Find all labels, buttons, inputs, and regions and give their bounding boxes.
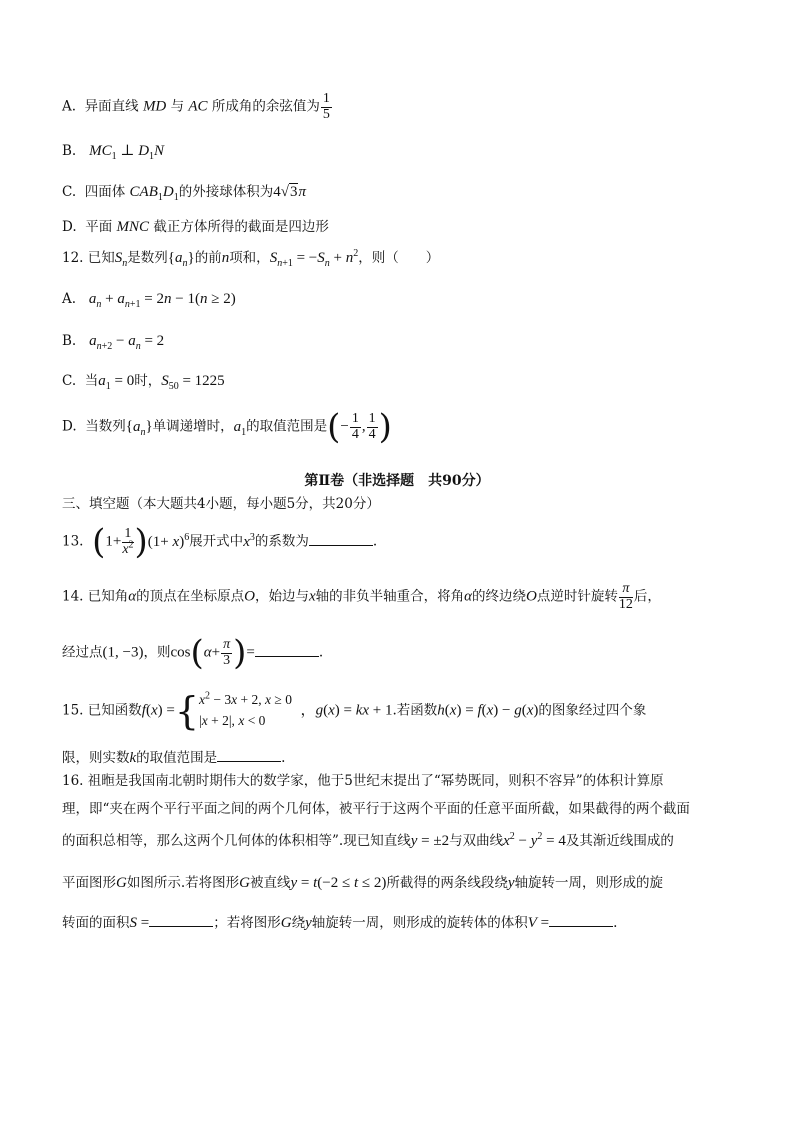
q12-option-c: C. 当$a_1 = 0$时，$S_{50} = 1225$ [62, 373, 225, 392]
q14-line2: 经过点(1, −3)，则cos(α+ $\frac{\pi}{3}$ )= . [62, 633, 324, 673]
q16-line2: 理，即“夹在两个平行平面之间的两个几何体，被平行于这两个平面的任意平面所截，如果截得的两个截面 [62, 801, 690, 817]
q15-line2: 限，则实数k的取值范围是 . [62, 750, 286, 766]
q12-option-a: A. $a_n + a_{n+1} = 2n - 1(n \ge 2)$ [62, 291, 236, 310]
q12-option-d: D. 当数列$\{a_n\}$单调递增时，$a_1$的取值范围是(− $\frac{1}{4}$ , $\frac{1}{4}$ ) [62, 407, 392, 447]
q16-line5: 转面的面积S = ；若将图形G绕y轴旋转一周，则形成的旋转体的体积V = . [62, 915, 618, 931]
q12-option-b: B. $a_{n+2} - a_n = 2$ [62, 333, 165, 352]
q14-answer-blank[interactable] [255, 644, 319, 657]
q16-line3: 的面积总相等，那么这两个几何体的体积相等”.现已知直线y = ±2与双曲线$x^2 - y^2 = 4$及其渐近线围成的 [62, 831, 674, 849]
q11-option-c: C. 四面体 $CAB_1D_1$的外接球体积为4√3π [62, 184, 306, 203]
q15-answer-blank[interactable] [217, 749, 281, 762]
q16-line1: 16. 祖暅是我国南北朝时期伟大的数学家，他于5世纪末提出了“幂势既同，则积不容异”的体积计算原 [62, 773, 664, 789]
q16-area-blank[interactable] [149, 914, 213, 927]
q14-line1: 14. 已知角α的顶点在坐标原点O，始边与x轴的非负半轴重合，将角α的终边绕O点逆时针旋转 $\frac{\pi}{12}$ 后， [62, 581, 661, 612]
q16-volume-blank[interactable] [549, 914, 613, 927]
q15-line1: 15. 已知函数f(x) ={ $x^2 - 3x + 2$, x ≥ 0 |x + 2|, x < 0 ，g(x) = kx + 1.若函数h(x) = f(x) − g(x)的图象经过四个象 [62, 688, 647, 733]
q13-answer-blank[interactable] [309, 533, 373, 546]
section-heading: 第Ⅱ卷（非选择题 共90分） [304, 473, 490, 489]
q11-option-a: A. 异面直线 MD 与 AC 所成角的余弦值为 $\frac{1}{5}$ [62, 91, 330, 122]
q12-stem: 12. 已知$S_n$是数列$\{a_n\}$的前n项和，$S_{n+1} = -S_n + n^2$，则（ ） [62, 248, 440, 269]
q11-option-d: D. 平面 MNC 截正方体所得的截面是四边形 [62, 219, 329, 235]
q13: 13. (1+ $\frac{1}{x^2}$ )$(1+ x)^6$展开式中$x^3$的系数为 . [62, 522, 378, 562]
q16-line4: 平面图形G如图所示.若将图形G被直线y = t(−2 ≤ t ≤ 2)所截得的两条线段绕y轴旋转一周，则形成的旋 [62, 875, 664, 891]
fill-in-header: 三、填空题（本大题共4小题，每小题5分，共20分） [62, 496, 380, 512]
q11-option-b: B. $MC_1$ ⊥ $D_1N$ [62, 143, 165, 162]
